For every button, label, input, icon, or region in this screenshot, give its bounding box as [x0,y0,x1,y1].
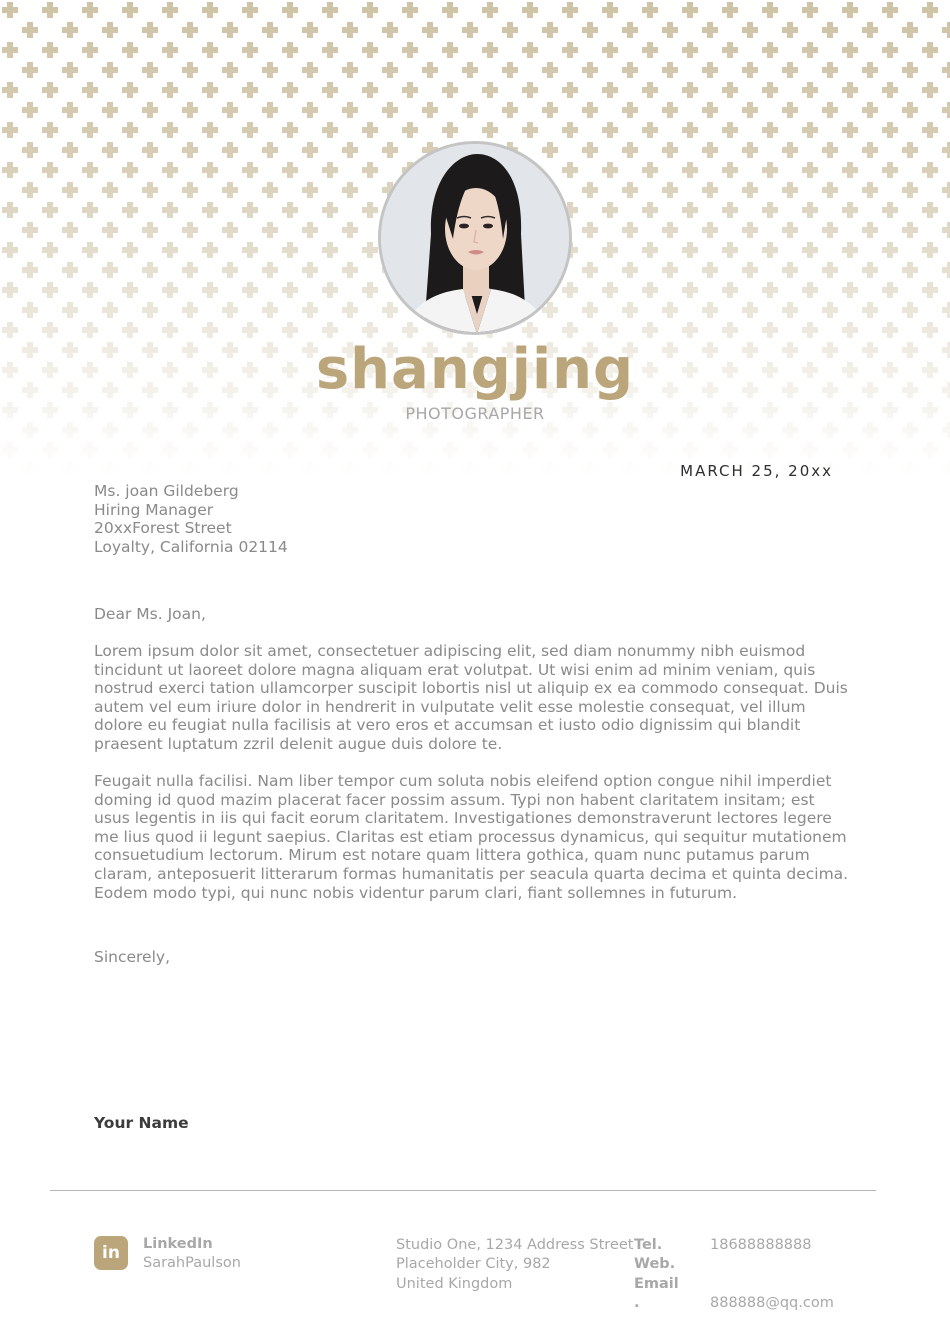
email-value[interactable]: 888888@qq.com [710,1295,834,1312]
recipient-block [94,482,288,556]
body-paragraph-1: Lorem ipsum dolor sit amet, consectetuer adipiscing elit, sed diam nonummy nibh euismod tincidunt ut laoreet dolore magna aliquam erat volutpat. Ut wisi enim ad minim veniam, quis nostrud exerci tation ullamcorper suscipit lobortis nisl ut aliquip ex ea commodo consequat. Duis autem vel eum iriure dolor in hendrerit in vulputate velit esse molestie consequat, vel illum dolore eu feugiat nulla facilisis at vero eros et accumsan et iusto odio dignissim qui blandit praesent luptatum zzril delenit augue duis dolore te. [94,642,848,753]
linkedin-username[interactable]: SarahPaulson [143,1255,241,1271]
web-value [710,1255,834,1274]
address-line-1: Studio One, 1234 Address Street [396,1237,634,1253]
email-spacer [710,1275,834,1294]
closing: Sincerely, [94,948,171,966]
profile-photo [378,141,572,335]
address-line-2: Placeholder City, 982 [396,1256,551,1273]
contact-labels [634,1236,679,1314]
contact-values [710,1236,834,1314]
email-label: Email [634,1275,679,1292]
address-line-3: United Kingdom [396,1275,513,1292]
body-paragraph-2: Feugait nulla facilisi. Nam liber tempor cum soluta nobis eleifend option congue nihil imperdiet doming id quod mazim placerat facer possim assum. Typi non habent claritatem insitam; est usus legentis in iis qui facit eorum claritatem. Investigationes demonstraverunt lectores legere me lius quod ii legunt saepius. Claritas est etiam processus dynamicus, qui sequitur mutationem consuetudium lectorum. Mirum est notare quam littera gothica, quam nunc putamus parum claram, anteposuerit litterarum formas humanitatis per seacula quarta decima et quinta decima. Eodem modo typi, qui nunc nobis videntur parum clari, fiant sollemnes in futurum. [94,772,849,902]
tel-value: 18688888888 [710,1237,812,1253]
footer-divider [50,1190,876,1191]
linkedin-icon[interactable]: in [94,1236,128,1270]
recipient-position: Hiring Manager [94,500,214,519]
greeting: Dear Ms. Joan, [94,605,206,623]
recipient-street: 20xxForest Street [94,519,232,538]
tel-label: Tel. [634,1237,663,1253]
applicant-name: shangjing [315,337,635,402]
recipient-city: Loyalty, California 02114 [94,537,288,556]
recipient-name: Ms. joan Gildeberg [94,482,239,500]
letter-date: MARCH 25, 20xx [680,462,833,480]
applicant-title: PHOTOGRAPHER [405,404,545,423]
signature-name: Your Name [94,1114,189,1132]
linkedin-label: LinkedIn [143,1236,213,1252]
web-label: Web. [634,1256,676,1273]
email-label-dot: . [634,1295,640,1312]
footer-address [396,1236,633,1294]
